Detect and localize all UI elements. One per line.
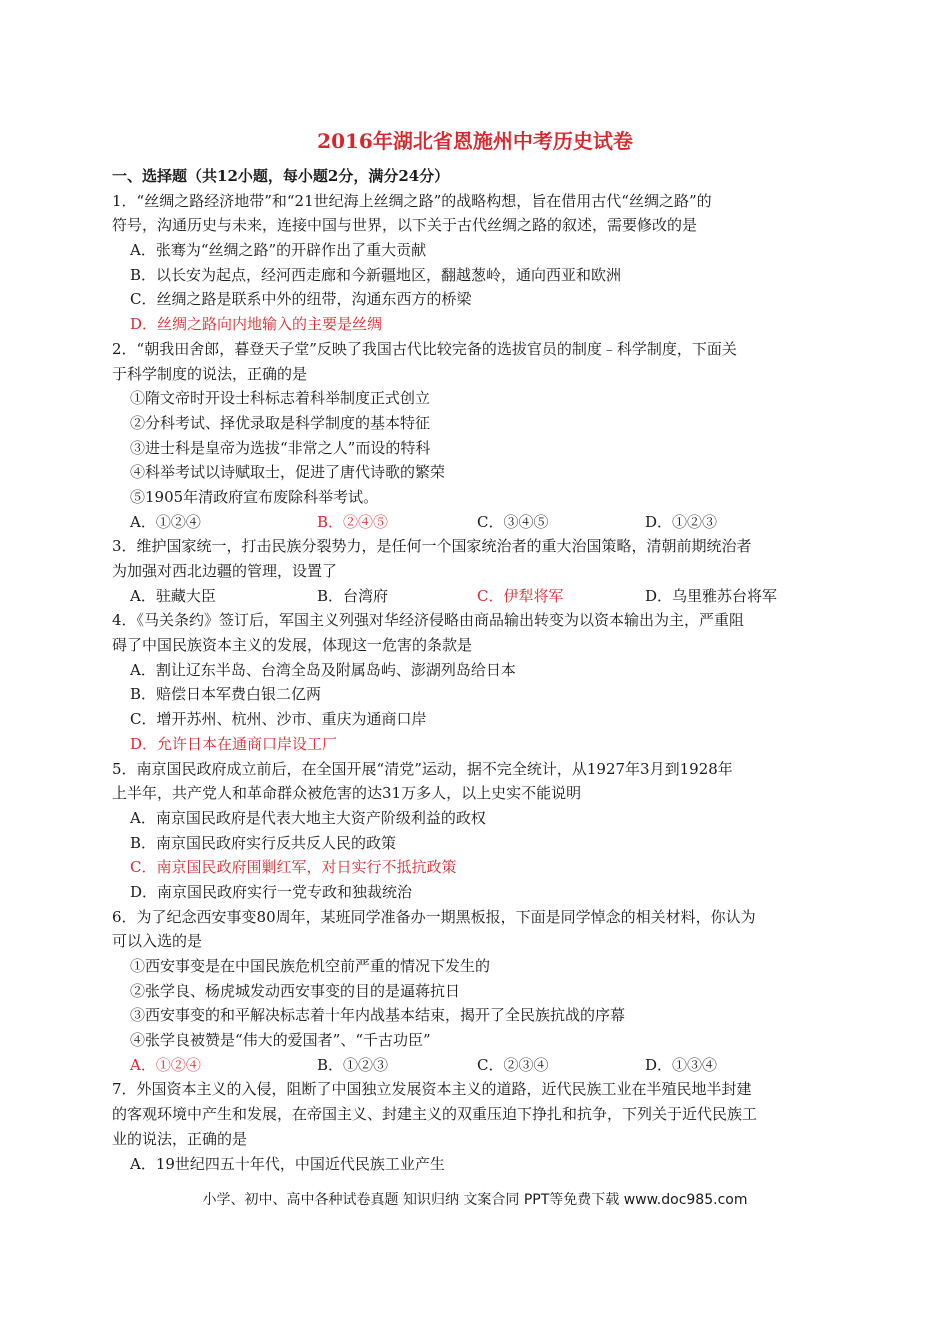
q6-statement-1: ①西安事变是在中国民族危机空前严重的情况下发生的 <box>130 957 491 975</box>
q6-option-c: C．②③④ <box>477 1055 549 1074</box>
q3-option-d: D．乌里雅苏台将军 <box>645 586 778 605</box>
q3-options <box>112 584 842 609</box>
q2-option-a: A．①②④ <box>130 512 201 531</box>
q5-option-b: B．南京国民政府实行反共反人民的政策 <box>130 833 397 852</box>
q5-option-d: D．南京国民政府实行一党专政和独裁统治 <box>130 882 413 901</box>
q2-statement-4: ④科举考试以诗赋取士，促进了唐代诗歌的繁荣 <box>130 463 446 482</box>
q2-statement-5: ⑤1905年清政府宣布废除科举考试。 <box>130 487 379 506</box>
q6-option-a-answer: A．①②④ <box>130 1055 201 1074</box>
q3-option-c-answer: C．伊犁将军 <box>477 586 564 605</box>
q3-option-a: A．驻藏大臣 <box>130 586 216 605</box>
q6-options <box>112 1053 842 1078</box>
q2-stem-line1: 2．“朝我田舍郎，暮登天子堂”反映了我国古代比较完备的选拔官员的制度﹣科学制度，下面关 <box>112 339 737 358</box>
q4-stem-line1: 4．《马关条约》签订后，军国主义列强对华经济侵略由商品输出转变为以资本输出为主，严重阻 <box>112 611 745 630</box>
q5-stem-line1: 5．南京国民政府成立前后，在全国开展“清党”运动，据不完全统计，从1927年3月到1928年 <box>112 759 733 778</box>
q1-option-b: B．以长安为起点，经河西走廊和今新疆地区，翻越葱岭，通向西亚和欧洲 <box>130 265 622 284</box>
question-list <box>112 164 842 1176</box>
q6-option-d: D．①③④ <box>645 1055 718 1074</box>
q2-statement-1: ①隋文帝时开设士科标志着科举制度正式创立 <box>130 389 431 408</box>
q6-option-b: B．①②③ <box>317 1055 389 1074</box>
q2-option-c: C．③④⑤ <box>477 512 549 531</box>
q7-stem-line3: 业的说法，正确的是 <box>112 1129 248 1148</box>
q3-stem-line2: 为加强对西北边疆的管理，设置了 <box>112 562 338 580</box>
page-title: 2016年湖北省恩施州中考历史试卷 <box>317 129 633 153</box>
q4-option-a: A．割让辽东半岛、台湾全岛及附属岛屿、澎湖列岛给日本 <box>130 660 516 679</box>
q2-option-d: D．①②③ <box>645 512 718 531</box>
q7-option-a: A．19世纪四五十年代，中国近代民族工业产生 <box>130 1154 445 1173</box>
footer-text: 小学、初中、高中各种试卷真题 知识归纳 文案合同 PPT等免费下载 www.doc985.com <box>202 1192 748 1208</box>
q2-stem-line2: 于科学制度的说法，正确的是 <box>112 364 308 383</box>
q7-stem-line2: 的客观环境中产生和发展，在帝国主义、封建主义的双重压迫下挣扎和抗争，下列关于近代民族工 <box>112 1105 758 1124</box>
q7-stem-line1: 7．外国资本主义的入侵，阻断了中国独立发展资本主义的道路，近代民族工业在半殖民地半封建 <box>112 1080 752 1099</box>
q1-option-d-answer: D．丝绸之路向内地输入的主要是丝绸 <box>130 315 383 334</box>
q5-option-a: A．南京国民政府是代表大地主大资产阶级利益的政权 <box>130 808 486 827</box>
q1-stem-line2: 符号，沟通历史与未来，连接中国与世界，以下关于古代丝绸之路的叙述，需要修改的是 <box>112 216 698 235</box>
q1-option-a: A．张骞为“丝绸之路”的开辟作出了重大贡献 <box>130 241 427 260</box>
q3-stem-line1: 3．维护国家统一，打击民族分裂势力，是任何一个国家统治者的重大治国策略，清朝前期统治者 <box>112 537 752 556</box>
q5-stem-line2: 上半年，共产党人和革命群众被危害的达31万多人，以上史实不能说明 <box>112 784 582 803</box>
q6-statement-3: ③西安事变的和平解决标志着十年内战基本结束，揭开了全民族抗战的序幕 <box>130 1006 626 1025</box>
q1-stem-line1: 1．“丝绸之路经济地带”和“21世纪海上丝绸之路”的战略构想，旨在借用古代“丝绸之路”的 <box>112 191 712 210</box>
q6-stem-line2: 可以入选的是 <box>112 932 203 951</box>
q2-statement-3: ③进士科是皇帝为选拔“非常之人”而设的特科 <box>130 438 431 457</box>
section-heading: 一、选择题（共12小题，每小题2分，满分24分） <box>112 167 450 185</box>
q1-option-c: C．丝绸之路是联系中外的纽带，沟通东西方的桥梁 <box>130 290 472 309</box>
q3-option-b: B．台湾府 <box>317 586 389 605</box>
q5-option-c-answer: C．南京国民政府围剿红军，对日实行不抵抗政策 <box>130 858 457 877</box>
q4-option-b: B．赔偿日本军费白银二亿两 <box>130 685 322 704</box>
q2-option-b-answer: B．②④⑤ <box>317 512 389 531</box>
q4-stem-line2: 碍了中国民族资本主义的发展，体现这一危害的条款是 <box>112 636 473 655</box>
q2-statement-2: ②分科考试、择优录取是科学制度的基本特征 <box>130 413 431 432</box>
q6-stem-line1: 6．为了纪念西安事变80周年，某班同学准备办一期黑板报，下面是同学悼念的相关材料，你认为 <box>112 907 756 926</box>
q6-statement-2: ②张学良、杨虎城发动西安事变的目的是逼蒋抗日 <box>130 981 461 1000</box>
q4-option-d-answer: D．允许日本在通商口岸设工厂 <box>130 734 338 753</box>
q2-options <box>112 510 842 535</box>
q4-option-c: C．增开苏州、杭州、沙市、重庆为通商口岸 <box>130 710 427 729</box>
q6-statement-4: ④张学良被赞是“伟大的爱国者”、“千古功臣” <box>130 1031 431 1050</box>
